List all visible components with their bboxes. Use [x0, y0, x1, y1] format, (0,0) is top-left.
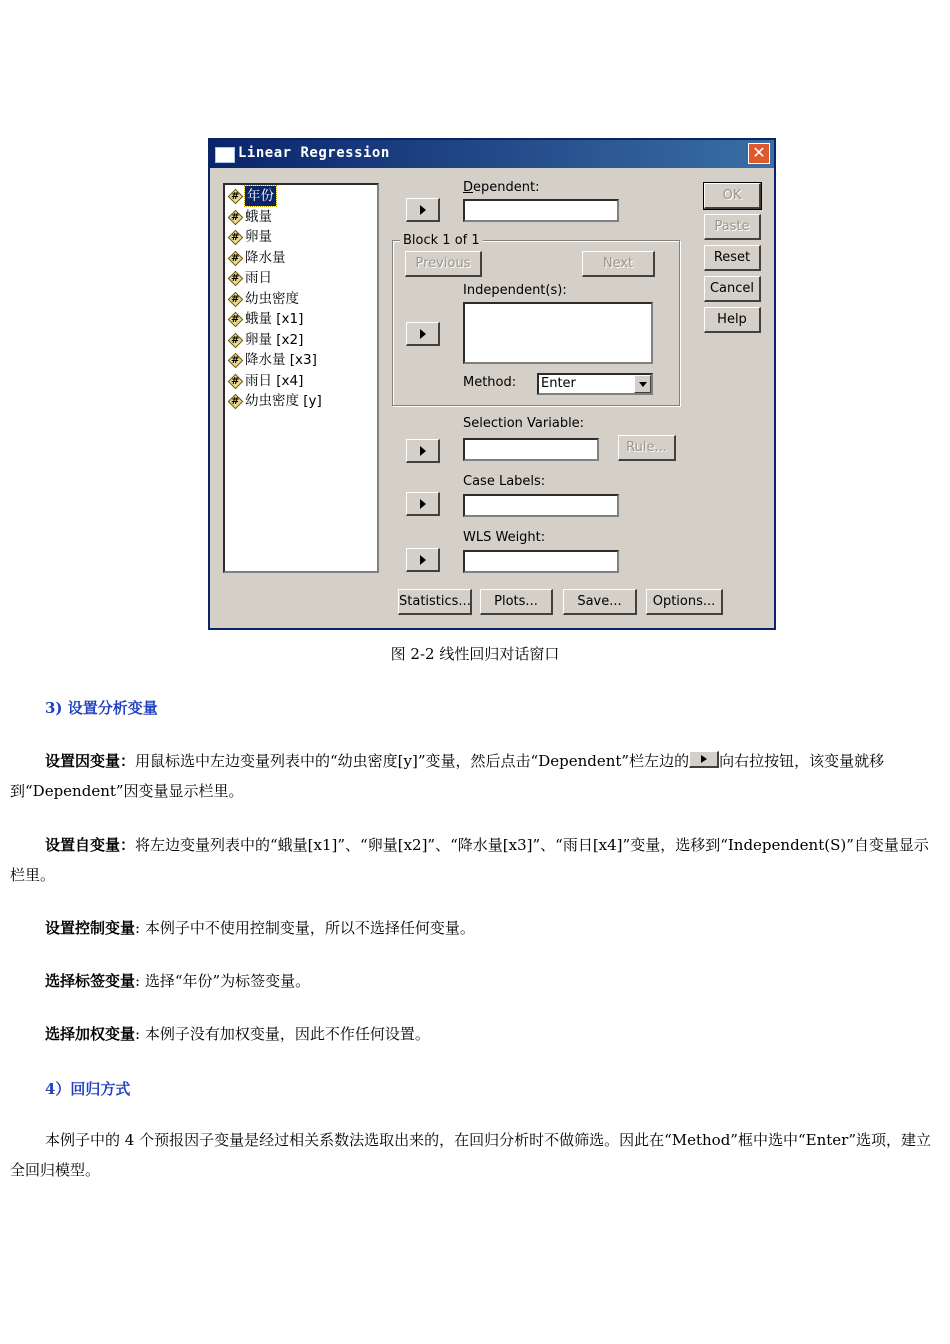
variable-list-item[interactable] — [225, 289, 377, 310]
next-button[interactable]: Next — [582, 251, 655, 277]
paragraph-label-text: : 选择“年份”为标签变量。 — [135, 972, 311, 990]
cancel-button[interactable]: Cancel — [704, 276, 761, 302]
variable-list-item[interactable] — [225, 309, 377, 330]
paragraph-control — [10, 913, 940, 943]
variable-label: 雨日 — [245, 270, 272, 287]
ok-button[interactable]: OK — [704, 183, 761, 209]
paragraph-independent-text: 将左边变量列表中的“蛾量[x1]”、“卵量[x2]”、“降水量[x3]”、“雨日[x4]”变量，选移到“Independent(S)”自变量显示栏里。 — [10, 836, 929, 884]
help-button[interactable]: Help — [704, 307, 761, 333]
paragraph-label — [10, 966, 940, 996]
title-bar[interactable] — [210, 140, 774, 168]
case-labels-label: Case Labels: — [463, 474, 546, 489]
dialog-title: Linear Regression — [238, 145, 390, 161]
paragraph-dependent-text-b: 向右拉按钮，该变量就移到“Dependent”因变量显示栏里。 — [10, 752, 885, 800]
paragraph-method-text: 本例子中的 4 个预报因子变量是经过相关系数法选取出来的，在回归分析时不做筛选。因此在“Method”框中选中“Enter”选项，建立全回归模型。 — [10, 1131, 932, 1179]
numeric-variable-icon — [228, 312, 242, 326]
close-button[interactable]: ✕ — [748, 143, 770, 164]
right-arrow-icon — [420, 446, 426, 456]
statistics-button[interactable]: Statistics... — [398, 589, 472, 615]
variable-list-item[interactable] — [225, 371, 377, 392]
numeric-variable-icon — [228, 230, 242, 244]
save-button[interactable]: Save... — [563, 589, 637, 615]
chevron-down-icon[interactable] — [634, 375, 651, 393]
figure-caption: 图 2-2 线性回归对话窗口 — [390, 645, 560, 663]
block-label: Block 1 of 1 — [400, 233, 483, 248]
variable-list[interactable] — [223, 183, 379, 573]
wls-weight-arrow-button[interactable] — [406, 548, 440, 572]
paragraph-label-title: 选择标签变量 — [45, 972, 136, 990]
variable-label: 年份 — [247, 188, 274, 205]
right-arrow-icon — [420, 329, 426, 339]
variable-label: 降水量 — [245, 249, 286, 266]
paragraph-control-text: : 本例子中不使用控制变量，所以不选择任何变量。 — [135, 919, 475, 937]
right-arrow-icon — [420, 555, 426, 565]
paragraph-dependent — [10, 746, 940, 806]
variable-label: 幼虫密度 [y] — [245, 393, 322, 410]
variable-label: 卵量 [x2] — [245, 331, 304, 348]
numeric-variable-icon — [228, 333, 242, 347]
numeric-variable-icon — [228, 251, 242, 265]
variable-list-item[interactable] — [225, 391, 377, 412]
independent-field[interactable] — [463, 302, 653, 364]
linear-regression-dialog — [208, 138, 776, 630]
numeric-variable-icon — [228, 189, 242, 203]
paragraph-dependent-title: 设置因变量： — [45, 752, 136, 770]
paragraph-method — [10, 1125, 940, 1185]
numeric-variable-icon — [228, 292, 242, 306]
variable-label: 幼虫密度 — [245, 290, 299, 307]
numeric-variable-icon — [228, 353, 242, 367]
paragraph-dependent-text-a: 用鼠标选中左边变量列表中的“幼虫密度[y]”变量，然后点击“Dependent”栏左边的 — [135, 752, 690, 770]
section-3-heading: 3) 设置分析变量 — [45, 699, 158, 717]
variable-list-item[interactable] — [225, 248, 377, 269]
variable-label: 雨日 [x4] — [245, 372, 304, 389]
variable-list-item[interactable] — [225, 186, 377, 207]
independent-arrow-button[interactable] — [406, 322, 440, 346]
method-label: Method: — [463, 375, 517, 390]
paragraph-weight-text: : 本例子没有加权变量，因此不作任何设置。 — [135, 1025, 430, 1043]
method-value: Enter — [541, 376, 576, 391]
variable-list-item[interactable] — [225, 207, 377, 228]
numeric-variable-icon — [228, 374, 242, 388]
reset-button[interactable]: Reset — [704, 245, 761, 271]
independent-label: Independent(s): — [463, 283, 567, 298]
right-arrow-icon — [420, 499, 426, 509]
dependent-arrow-button[interactable] — [406, 198, 440, 222]
numeric-variable-icon — [228, 271, 242, 285]
selection-arrow-button[interactable] — [406, 439, 440, 463]
rule-button[interactable]: Rule... — [618, 435, 676, 461]
wls-weight-label: WLS Weight: — [463, 530, 546, 545]
window-icon — [215, 147, 235, 163]
variable-list-item[interactable] — [225, 350, 377, 371]
variable-label: 卵量 — [245, 229, 272, 246]
variable-list-item[interactable] — [225, 268, 377, 289]
variable-label: 降水量 [x3] — [245, 352, 317, 369]
selection-variable-field[interactable] — [463, 438, 599, 461]
paragraph-control-title: 设置控制变量 — [45, 919, 136, 937]
wls-weight-field[interactable] — [463, 550, 619, 573]
dependent-label: Dependent: — [463, 180, 540, 195]
variable-label: 蛾量 — [245, 208, 272, 225]
section-4-heading: 4）回归方式 — [45, 1080, 131, 1098]
paragraph-independent — [10, 830, 940, 890]
variable-label: 蛾量 [x1] — [245, 311, 304, 328]
selection-variable-label: Selection Variable: — [463, 416, 585, 431]
previous-button[interactable]: Previous — [405, 251, 482, 277]
right-arrow-icon — [689, 751, 719, 768]
dependent-field[interactable] — [463, 199, 619, 222]
paragraph-weight-title: 选择加权变量 — [45, 1025, 136, 1043]
right-arrow-icon — [420, 205, 426, 215]
plots-button[interactable]: Plots... — [480, 589, 553, 615]
method-select[interactable] — [537, 373, 653, 395]
options-button[interactable]: Options... — [646, 589, 723, 615]
case-labels-arrow-button[interactable] — [406, 492, 440, 516]
numeric-variable-icon — [228, 210, 242, 224]
numeric-variable-icon — [228, 394, 242, 408]
paragraph-weight — [10, 1019, 940, 1049]
variable-list-item[interactable] — [225, 227, 377, 248]
paste-button[interactable]: Paste — [704, 214, 761, 240]
case-labels-field[interactable] — [463, 494, 619, 517]
paragraph-independent-title: 设置自变量： — [45, 836, 136, 854]
variable-list-item[interactable] — [225, 330, 377, 351]
